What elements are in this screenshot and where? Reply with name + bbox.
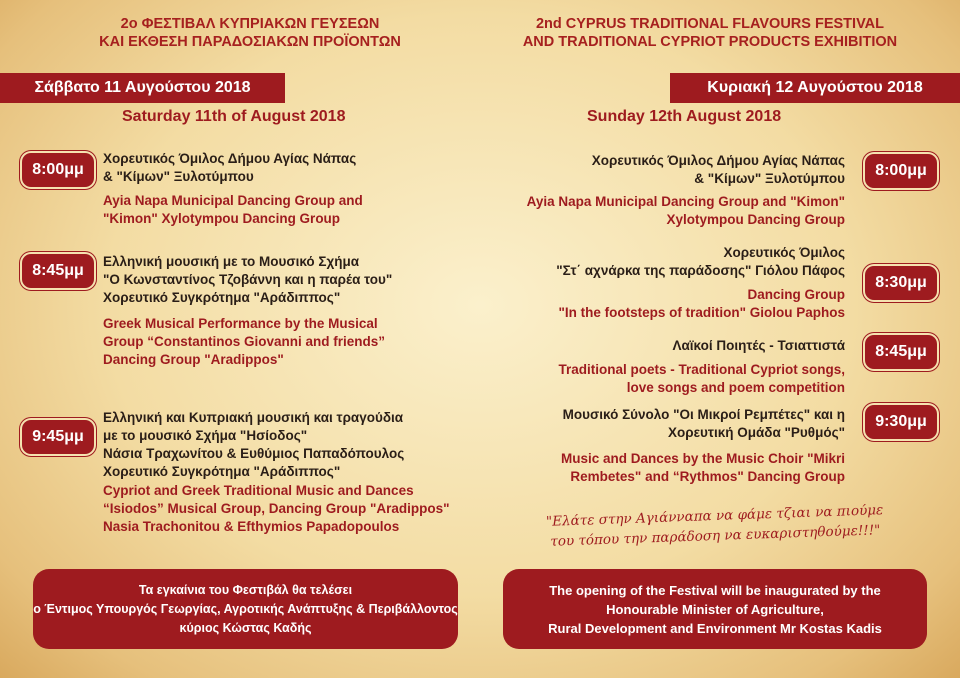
left-event-2-greek: Ελληνική μουσική με το Μουσικό Σχήμα "Ο Κωνσταντίνος Τζοβάννη και η παρέα του" Χορευτικό Συγκρότημα "Αράδιππος" [103,254,393,305]
left-event-3-time: 9:45μμ [22,420,94,454]
right-event-3-greek: Λαϊκοί Ποιητές - Τσιαττιστά [672,338,845,353]
right-event-1-time: 8:00μμ [865,154,937,188]
left-footer: Τα εγκαίνια του Φεστιβάλ θα τελέσει ο Έντιμος Υπουργός Γεωργίας, Αγροτικής Ανάπτυξης & Περιβάλλοντος κύριος Κώστας Καδής [33,569,458,649]
right-event-4-time: 9:30μμ [865,405,937,439]
left-event-3-english: Cypriot and Greek Traditional Music and Dances “Isiodos” Musical Group, Dancing Group "Aradippos" Nasia Trachonitou & Efthymios Papadopoulos [103,483,450,534]
right-event-4-greek: Μουσικό Σύνολο "Οι Μικροί Ρεμπέτες" και η Χορευτική Ομάδα "Ρυθμός" [562,407,845,440]
right-event-1-greek: Χορευτικός Όμιλος Δήμου Αγίας Νάπας & "Κίμων" Ξυλοτύμπου [591,153,845,186]
left-event-3 [103,409,458,536]
right-event-4-english: Music and Dances by the Music Choir "Mikri Rembetes" and “Rythmos" Dancing Group [561,451,845,484]
right-event-2 [455,244,845,322]
left-date-english: Saturday 11th of August 2018 [122,108,346,125]
right-event-1-english: Ayia Napa Municipal Dancing Group and "Kimon" Xylotympou Dancing Group [526,194,845,227]
right-event-3-time: 8:45μμ [865,335,937,369]
right-event-2-time: 8:30μμ [865,266,937,300]
left-event-1-time: 8:00μμ [22,153,94,187]
left-event-2-time: 8:45μμ [22,254,94,288]
left-event-3-greek: Ελληνική και Κυπριακή μουσική και τραγούδια με το μουσικό Σχήμα "Ησίοδος" Νάσια Τραχωνίτου & Ευθύμιος Παπαδόπουλος Χορευτικό Συγκρότημα "Αράδιππος" [103,410,405,479]
closing-quote: "Ελάτε στην Αγιάνναπα να φάμε τζιαι να πιούμε του τόπου την παράδοση να ευκαριστηθούμε!!!" [545,502,884,550]
left-event-1-english: Ayia Napa Municipal Dancing Group and "Kimon" Xylotympou Dancing Group [103,193,363,226]
right-event-3 [455,337,845,397]
right-event-2-english: Dancing Group "In the footsteps of tradition" Giolou Paphos [558,287,845,320]
left-title: 2ο ΦΕΣΤΙΒΑΛ ΚΥΠΡΙΑΚΩΝ ΓΕΥΣΕΩΝ ΚΑΙ ΕΚΘΕΣΗ ΠΑΡΑΔΟΣΙΑΚΩΝ ΠΡΟΪΟΝΤΩΝ [99,16,401,50]
right-event-4 [455,406,845,486]
left-event-1 [103,150,443,228]
right-date-banner: Κυριακή 12 Αυγούστου 2018 [670,73,960,103]
right-title: 2nd CYPRUS TRADITIONAL FLAVOURS FESTIVAL AND TRADITIONAL CYPRIOT PRODUCTS EXHIBITION [522,16,898,50]
left-date-banner: Σάββατο 11 Αυγούστου 2018 [0,73,285,103]
right-event-1 [455,152,845,229]
right-event-2-greek: Χορευτικός Όμιλος "Στ΄ αχνάρκα της παράδοσης" Γιόλου Πάφος [556,245,845,278]
right-event-3-english: Traditional poets - Traditional Cypriot songs, love songs and poem competition [558,362,845,395]
left-event-1-greek: Χορευτικός Όμιλος Δήμου Αγίας Νάπας & "Κίμων" Ξυλοτύμπου [103,151,357,184]
right-footer: The opening of the Festival will be inaugurated by the Honourable Minister of Agriculture, Rural Development and Environment Mr Kostas Kadis [503,569,927,649]
left-event-2 [103,253,443,369]
right-date-english: Sunday 12th August 2018 [587,108,782,125]
left-event-2-english: Greek Musical Performance by the Musical Group “Constantinos Giovanni and friends” Dancing Group "Aradippos" [103,316,386,367]
